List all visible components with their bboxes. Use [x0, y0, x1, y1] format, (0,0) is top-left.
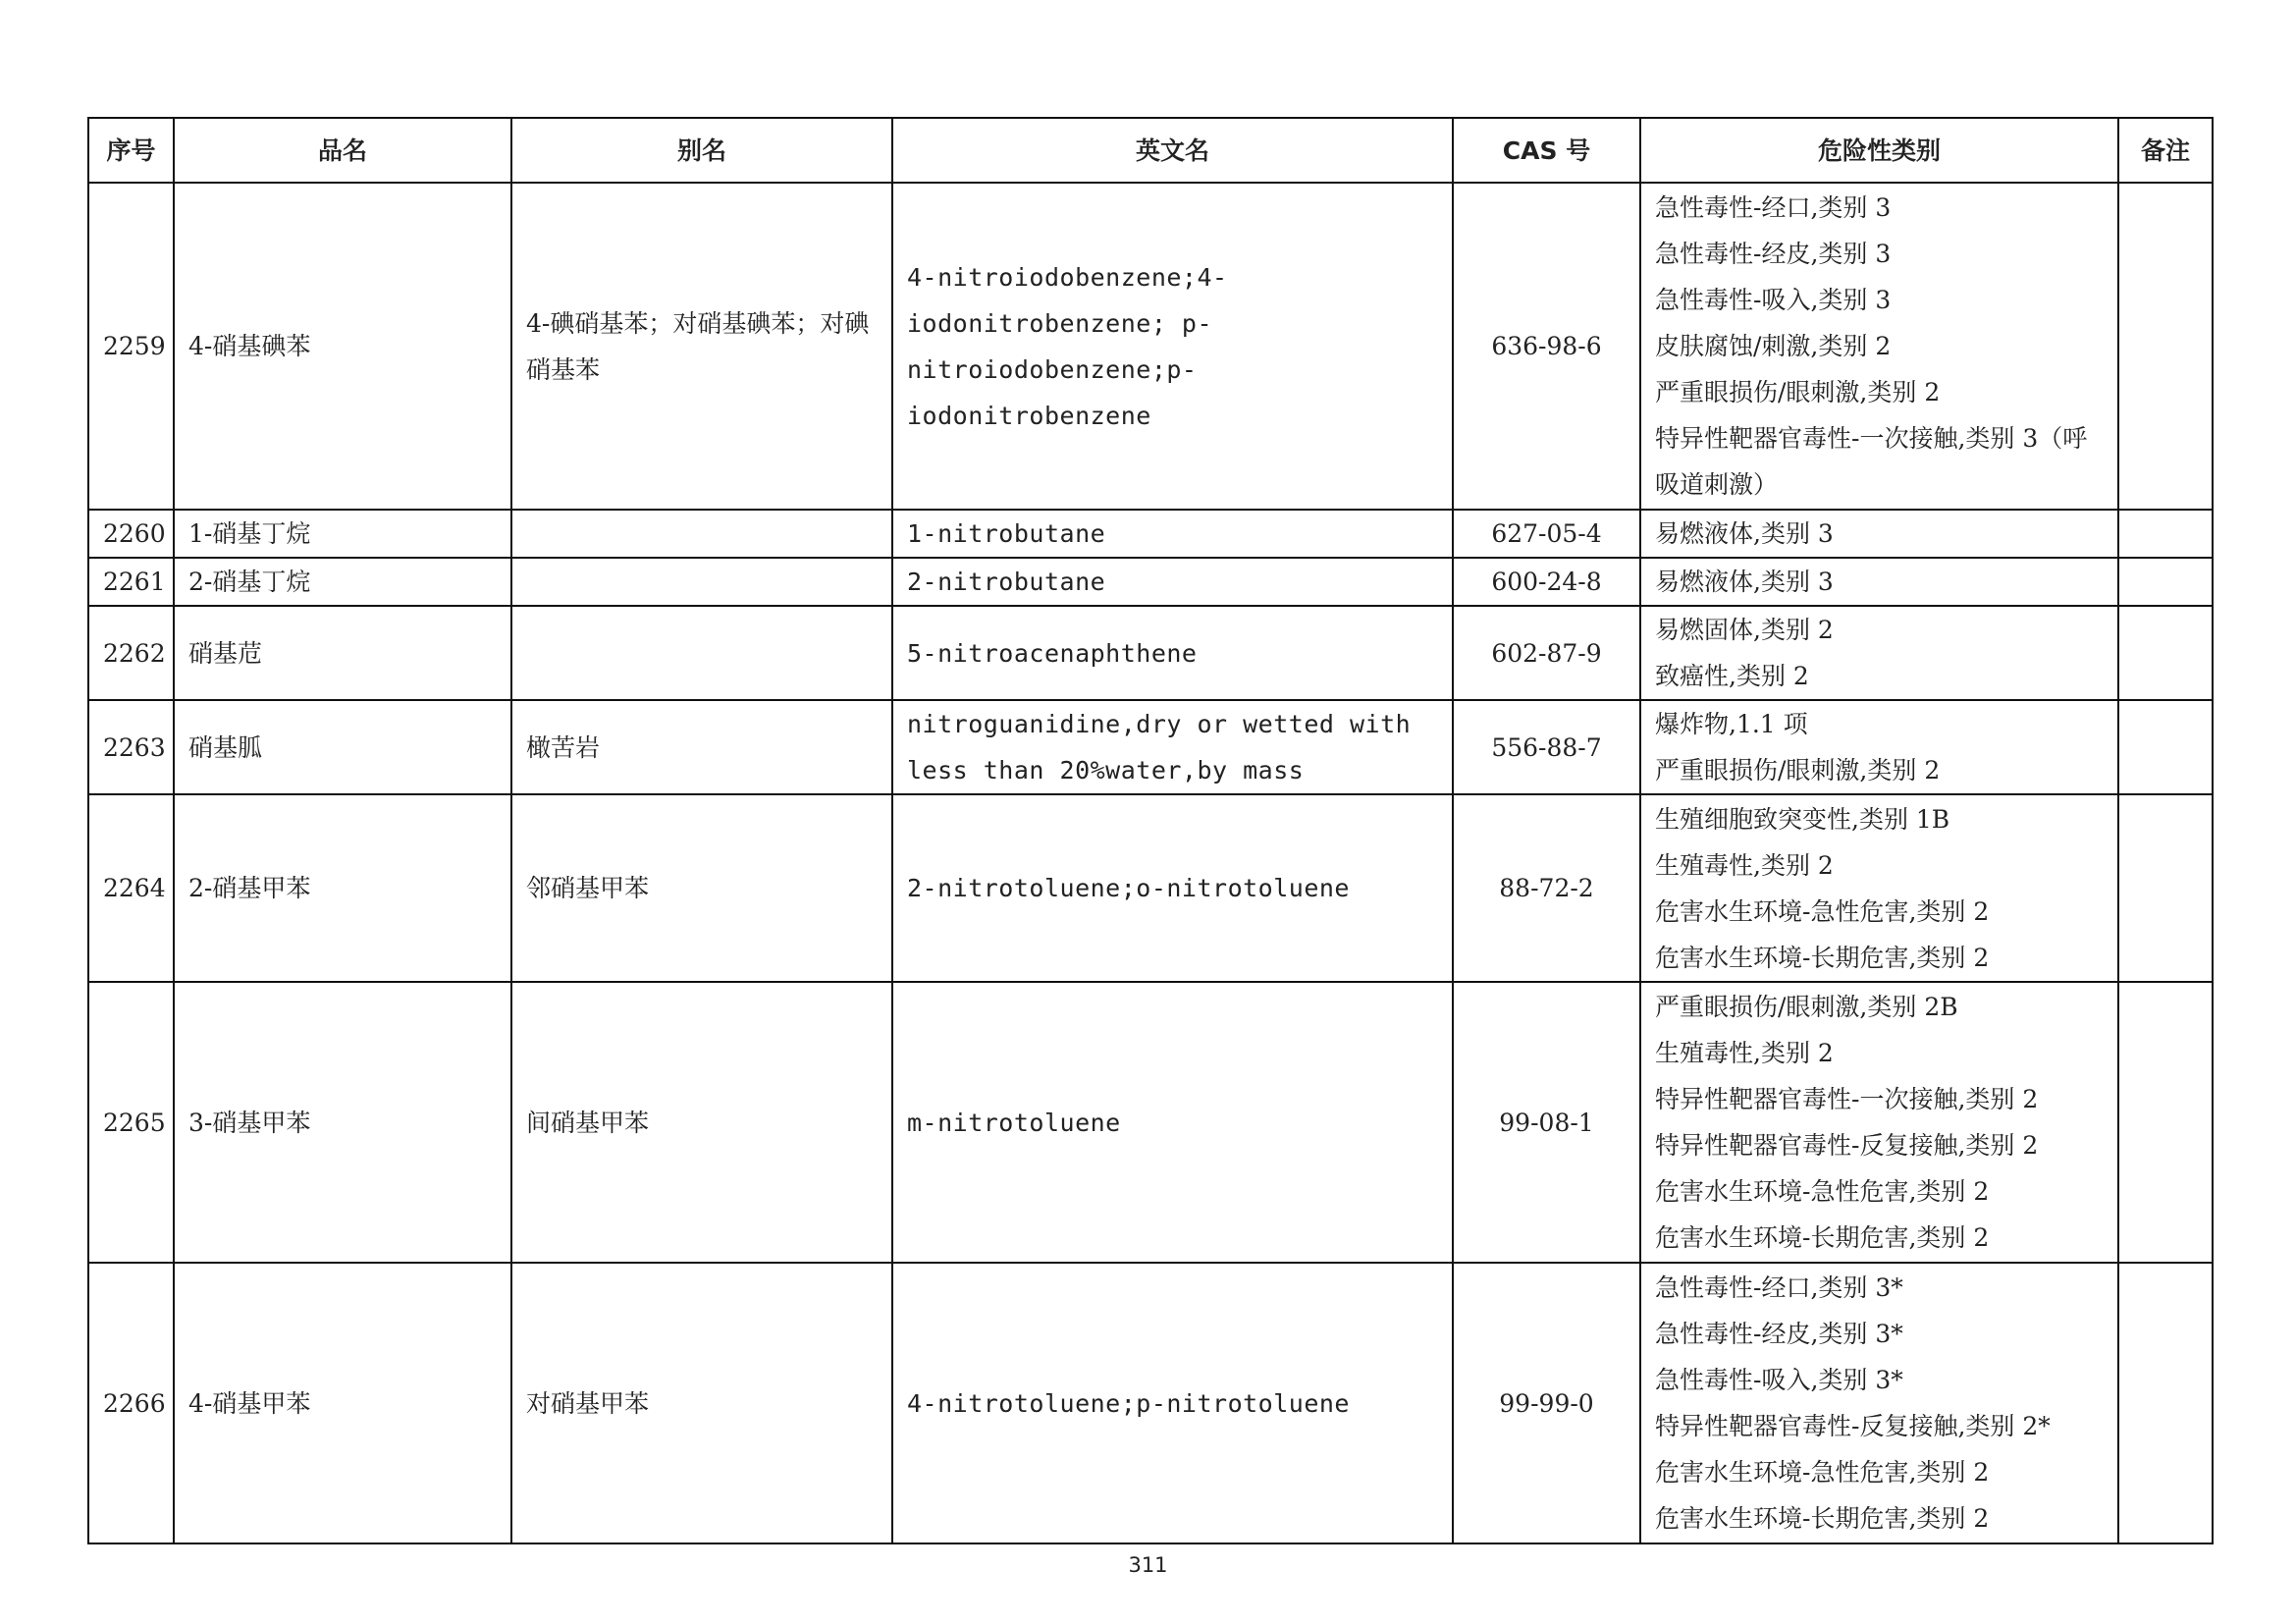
row-number: 2265	[88, 982, 174, 1263]
alias-name: 4-碘硝基苯；对硝基碘苯；对碘硝基苯	[511, 183, 892, 510]
hazard-item: 特异性靶器官毒性-反复接触,类别 2	[1655, 1131, 2039, 1160]
row-number: 2259	[88, 183, 174, 510]
product-name: 2-硝基甲苯	[174, 794, 511, 982]
cas-number: 99-08-1	[1453, 982, 1640, 1263]
page-number: 311	[1128, 1553, 1168, 1577]
product-name: 2-硝基丁烷	[174, 558, 511, 606]
table-body	[88, 183, 2213, 1543]
cas-number: 636-98-6	[1453, 183, 1640, 510]
remark	[2118, 1263, 2213, 1543]
row-number: 2260	[88, 510, 174, 558]
header-english: 英文名	[892, 118, 1453, 183]
hazard-item: 危害水生环境-长期危害,类别 2	[1655, 943, 1990, 972]
header-cas: CAS 号	[1453, 118, 1640, 183]
product-name: 1-硝基丁烷	[174, 510, 511, 558]
remark	[2118, 183, 2213, 510]
product-name: 4-硝基甲苯	[174, 1263, 511, 1543]
hazard-item: 爆炸物,1.1 项	[1655, 710, 1808, 738]
row-number: 2266	[88, 1263, 174, 1543]
hazard-categories	[1640, 794, 2118, 982]
english-name: 5-nitroacenaphthene	[892, 606, 1453, 700]
hazard-categories	[1640, 700, 2118, 794]
table-header-row	[88, 118, 2213, 183]
hazard-categories	[1640, 183, 2118, 510]
hazard-item: 急性毒性-经皮,类别 3*	[1655, 1320, 1903, 1348]
remark	[2118, 794, 2213, 982]
alias-name	[511, 558, 892, 606]
alias-name	[511, 510, 892, 558]
cas-number: 602-87-9	[1453, 606, 1640, 700]
table-row	[88, 1263, 2213, 1543]
table-row	[88, 606, 2213, 700]
header-hazard: 危险性类别	[1640, 118, 2118, 183]
hazard-item: 生殖毒性,类别 2	[1655, 850, 1834, 880]
hazard-item: 严重眼损伤/眼刺激,类别 2	[1655, 378, 1941, 406]
hazard-item: 危害水生环境-急性危害,类别 2	[1655, 896, 1990, 926]
hazard-item: 特异性靶器官毒性-一次接触,类别 3（呼吸道刺激）	[1655, 424, 2088, 499]
hazard-categories	[1640, 982, 2118, 1263]
table-row	[88, 794, 2213, 982]
remark	[2118, 558, 2213, 606]
row-number: 2262	[88, 606, 174, 700]
remark	[2118, 982, 2213, 1263]
remark	[2118, 606, 2213, 700]
cas-number: 627-05-4	[1453, 510, 1640, 558]
product-name: 硝基苊	[174, 606, 511, 700]
hazard-item: 急性毒性-经口,类别 3	[1655, 193, 1892, 222]
row-number: 2261	[88, 558, 174, 606]
hazard-item: 易燃液体,类别 3	[1655, 519, 1834, 548]
hazard-categories	[1640, 1263, 2118, 1543]
hazard-item: 特异性靶器官毒性-反复接触,类别 2*	[1655, 1412, 2051, 1440]
hazard-item: 危害水生环境-长期危害,类别 2	[1655, 1223, 1990, 1252]
remark	[2118, 700, 2213, 794]
row-number: 2264	[88, 794, 174, 982]
hazard-categories	[1640, 606, 2118, 700]
english-name: 4-nitrotoluene;p-nitrotoluene	[892, 1263, 1453, 1543]
remark	[2118, 510, 2213, 558]
english-name: 2-nitrotoluene;o-nitrotoluene	[892, 794, 1453, 982]
hazard-item: 急性毒性-经皮,类别 3	[1655, 240, 1892, 268]
english-name: 2-nitrobutane	[892, 558, 1453, 606]
hazard-item: 生殖毒性,类别 2	[1655, 1039, 1834, 1067]
hazard-item: 急性毒性-经口,类别 3*	[1655, 1273, 1903, 1302]
hazard-item: 危害水生环境-急性危害,类别 2	[1655, 1177, 1990, 1206]
cas-number: 88-72-2	[1453, 794, 1640, 982]
cas-number: 556-88-7	[1453, 700, 1640, 794]
hazard-item: 急性毒性-吸入,类别 3*	[1655, 1366, 1903, 1394]
alias-name: 邻硝基甲苯	[511, 794, 892, 982]
chemical-table	[87, 117, 2214, 1544]
table-row	[88, 510, 2213, 558]
table-row	[88, 982, 2213, 1263]
cas-number: 600-24-8	[1453, 558, 1640, 606]
header-alias: 别名	[511, 118, 892, 183]
english-name: 1-nitrobutane	[892, 510, 1453, 558]
hazard-item: 生殖细胞致突变性,类别 1B	[1655, 804, 1950, 834]
hazard-item: 急性毒性-吸入,类别 3	[1655, 286, 1892, 314]
english-name: m-nitrotoluene	[892, 982, 1453, 1263]
table-row	[88, 558, 2213, 606]
hazard-item: 易燃固体,类别 2	[1655, 616, 1834, 644]
english-name: nitroguanidine,dry or wetted with less than 20%water,by mass	[892, 700, 1453, 794]
product-name: 4-硝基碘苯	[174, 183, 511, 510]
hazard-item: 危害水生环境-长期危害,类别 2	[1655, 1504, 1990, 1533]
alias-name: 间硝基甲苯	[511, 982, 892, 1263]
row-number: 2263	[88, 700, 174, 794]
table-row	[88, 183, 2213, 510]
header-name: 品名	[174, 118, 511, 183]
hazard-item: 皮肤腐蚀/刺激,类别 2	[1655, 332, 1892, 360]
table-row	[88, 700, 2213, 794]
alias-name: 对硝基甲苯	[511, 1263, 892, 1543]
cas-number: 99-99-0	[1453, 1263, 1640, 1543]
hazard-categories	[1640, 510, 2118, 558]
hazard-item: 致癌性,类别 2	[1655, 662, 1809, 690]
english-name: 4-nitroiodobenzene;4-iodonitrobenzene; p-nitroiodobenzene;p-iodonitrobenzene	[892, 183, 1453, 510]
hazard-categories	[1640, 558, 2118, 606]
product-name: 3-硝基甲苯	[174, 982, 511, 1263]
alias-name	[511, 606, 892, 700]
hazard-item: 易燃液体,类别 3	[1655, 568, 1834, 596]
hazard-item: 严重眼损伤/眼刺激,类别 2B	[1655, 993, 1958, 1021]
hazard-item: 特异性靶器官毒性-一次接触,类别 2	[1655, 1085, 2039, 1113]
hazard-item: 危害水生环境-急性危害,类别 2	[1655, 1458, 1990, 1487]
header-remark: 备注	[2118, 118, 2213, 183]
hazard-item: 严重眼损伤/眼刺激,类别 2	[1655, 756, 1941, 785]
alias-name: 橄苦岩	[511, 700, 892, 794]
header-no: 序号	[88, 118, 174, 183]
product-name: 硝基胍	[174, 700, 511, 794]
